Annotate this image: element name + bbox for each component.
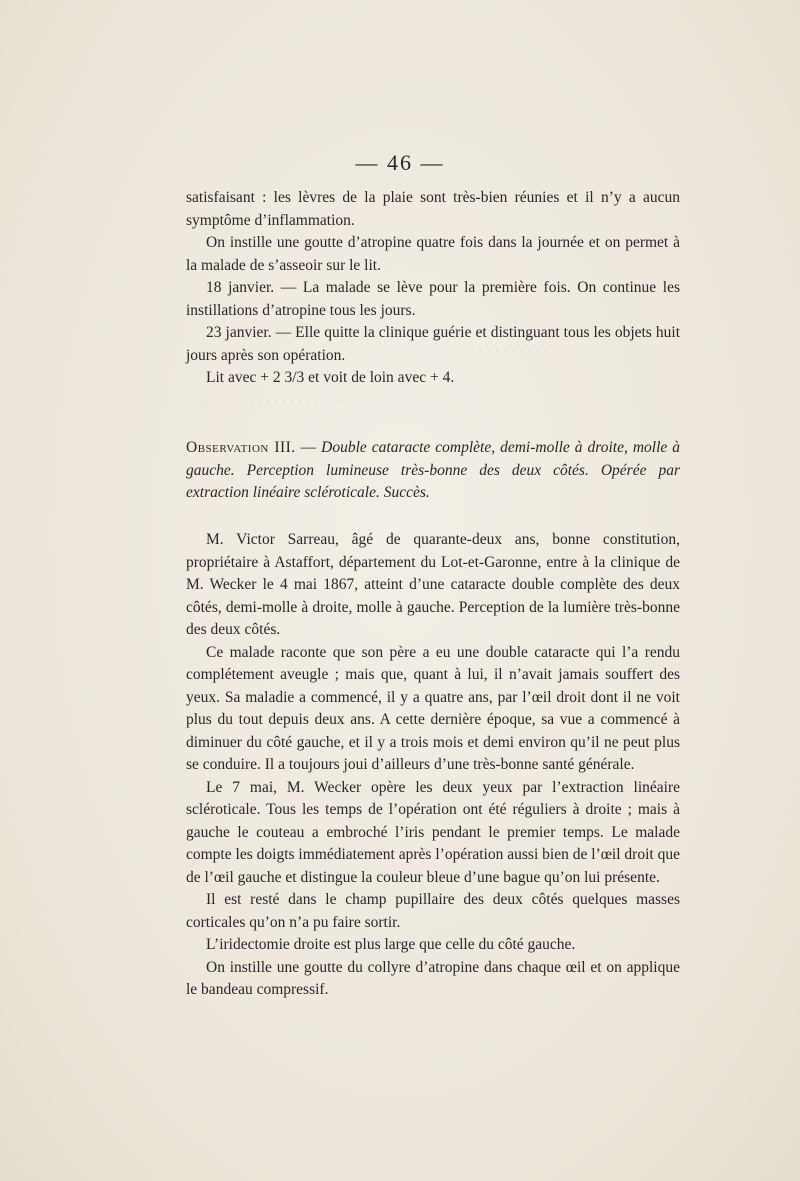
observation-dash: — [295,439,322,456]
paragraph: 23 janvier. — Elle quitte la clinique guérie et distinguant tous les objets huit jours après son opération. [186,324,680,364]
paragraph: Il est resté dans le champ pupillaire des deux côtés quelques masses corticales qu’on n’a pu faire sortir. [186,891,680,931]
paragraph: L’iridectomie droite est plus large que celle du côté gauche. [206,936,576,953]
paragraph: Le 7 mai, M. Wecker opère les deux yeux par l’extraction linéaire scléroticale. Tous les temps de l’opération ont été réguliers à droite ; mais à gauche le couteau a embroché l’iris pendant le premier temps. Le malade compte les doigts immédiatement après l’opération aussi bien de l’œil droit que de l’œil gauche et distingue la couleur bleue d’une bague qu’on lui présente. [186,778,680,886]
paragraph: satisfaisant : les lèvres de la plaie sont très-bien réunies et il n’y a aucun symptôme d’inflammation. [186,189,680,229]
paragraph: 18 janvier. — La malade se lève pour la première fois. On continue les instillations d’atropine tous les jours. [186,279,680,319]
paragraph: Lit avec + 2 3/3 et voit de loin avec + 4. [206,369,455,386]
observation-heading [186,437,680,505]
paragraph: Ce malade raconte que son père a eu une double cataracte qui l’a rendu complétement aveugle ; mais que, quant à lui, il n’avait jamais souffert des yeux. Sa maladie a commencé, il y a quatre ans, par l’œil droit dont il ne voit plus du tout depuis deux ans. A cette dernière époque, sa vue a commencé à diminuer du côté gauche, et il y a trois mois et demi environ qu’il ne peut plus se conduire. Il a toujours joui d’ailleurs d’une très-bonne santé générale. [186,643,680,773]
show-through-decoration: · · · · · · · · · · · [470,345,557,360]
show-through-decoration: · · · · · · · · · · · · · · · · · · · · · · · [200,395,385,410]
paragraph: M. Victor Sarreau, âgé de quarante-deux ans, bonne constitution, propriétaire à Astaffort, département du Lot-et-Garonne, entre à la clinique de M. Wecker le 4 mai 1867, atteint d’une cataracte double complète des deux côtés, demi-molle à droite, molle à gauche. Perception de la lumière très-bonne des deux côtés. [186,531,680,638]
observation-title: Double cataracte complète, demi-molle à droite, molle à gauche. Perception lumineuse très-bonne des deux côtés. Opérée par extraction linéaire scléroticale. Succès. [186,439,680,501]
top-text-block [186,187,680,390]
paragraph: On instille une goutte d’atropine quatre fois dans la journée et on permet à la malade de s’asseoir sur le lit. [186,234,680,274]
paragraph: On instille une goutte du collyre d’atropine dans chaque œil et on applique le bandeau compressif. [186,958,680,998]
observation-label: Observation III. [186,439,296,456]
page-number: — 46 — [355,150,445,175]
case-text-block [186,529,680,1002]
